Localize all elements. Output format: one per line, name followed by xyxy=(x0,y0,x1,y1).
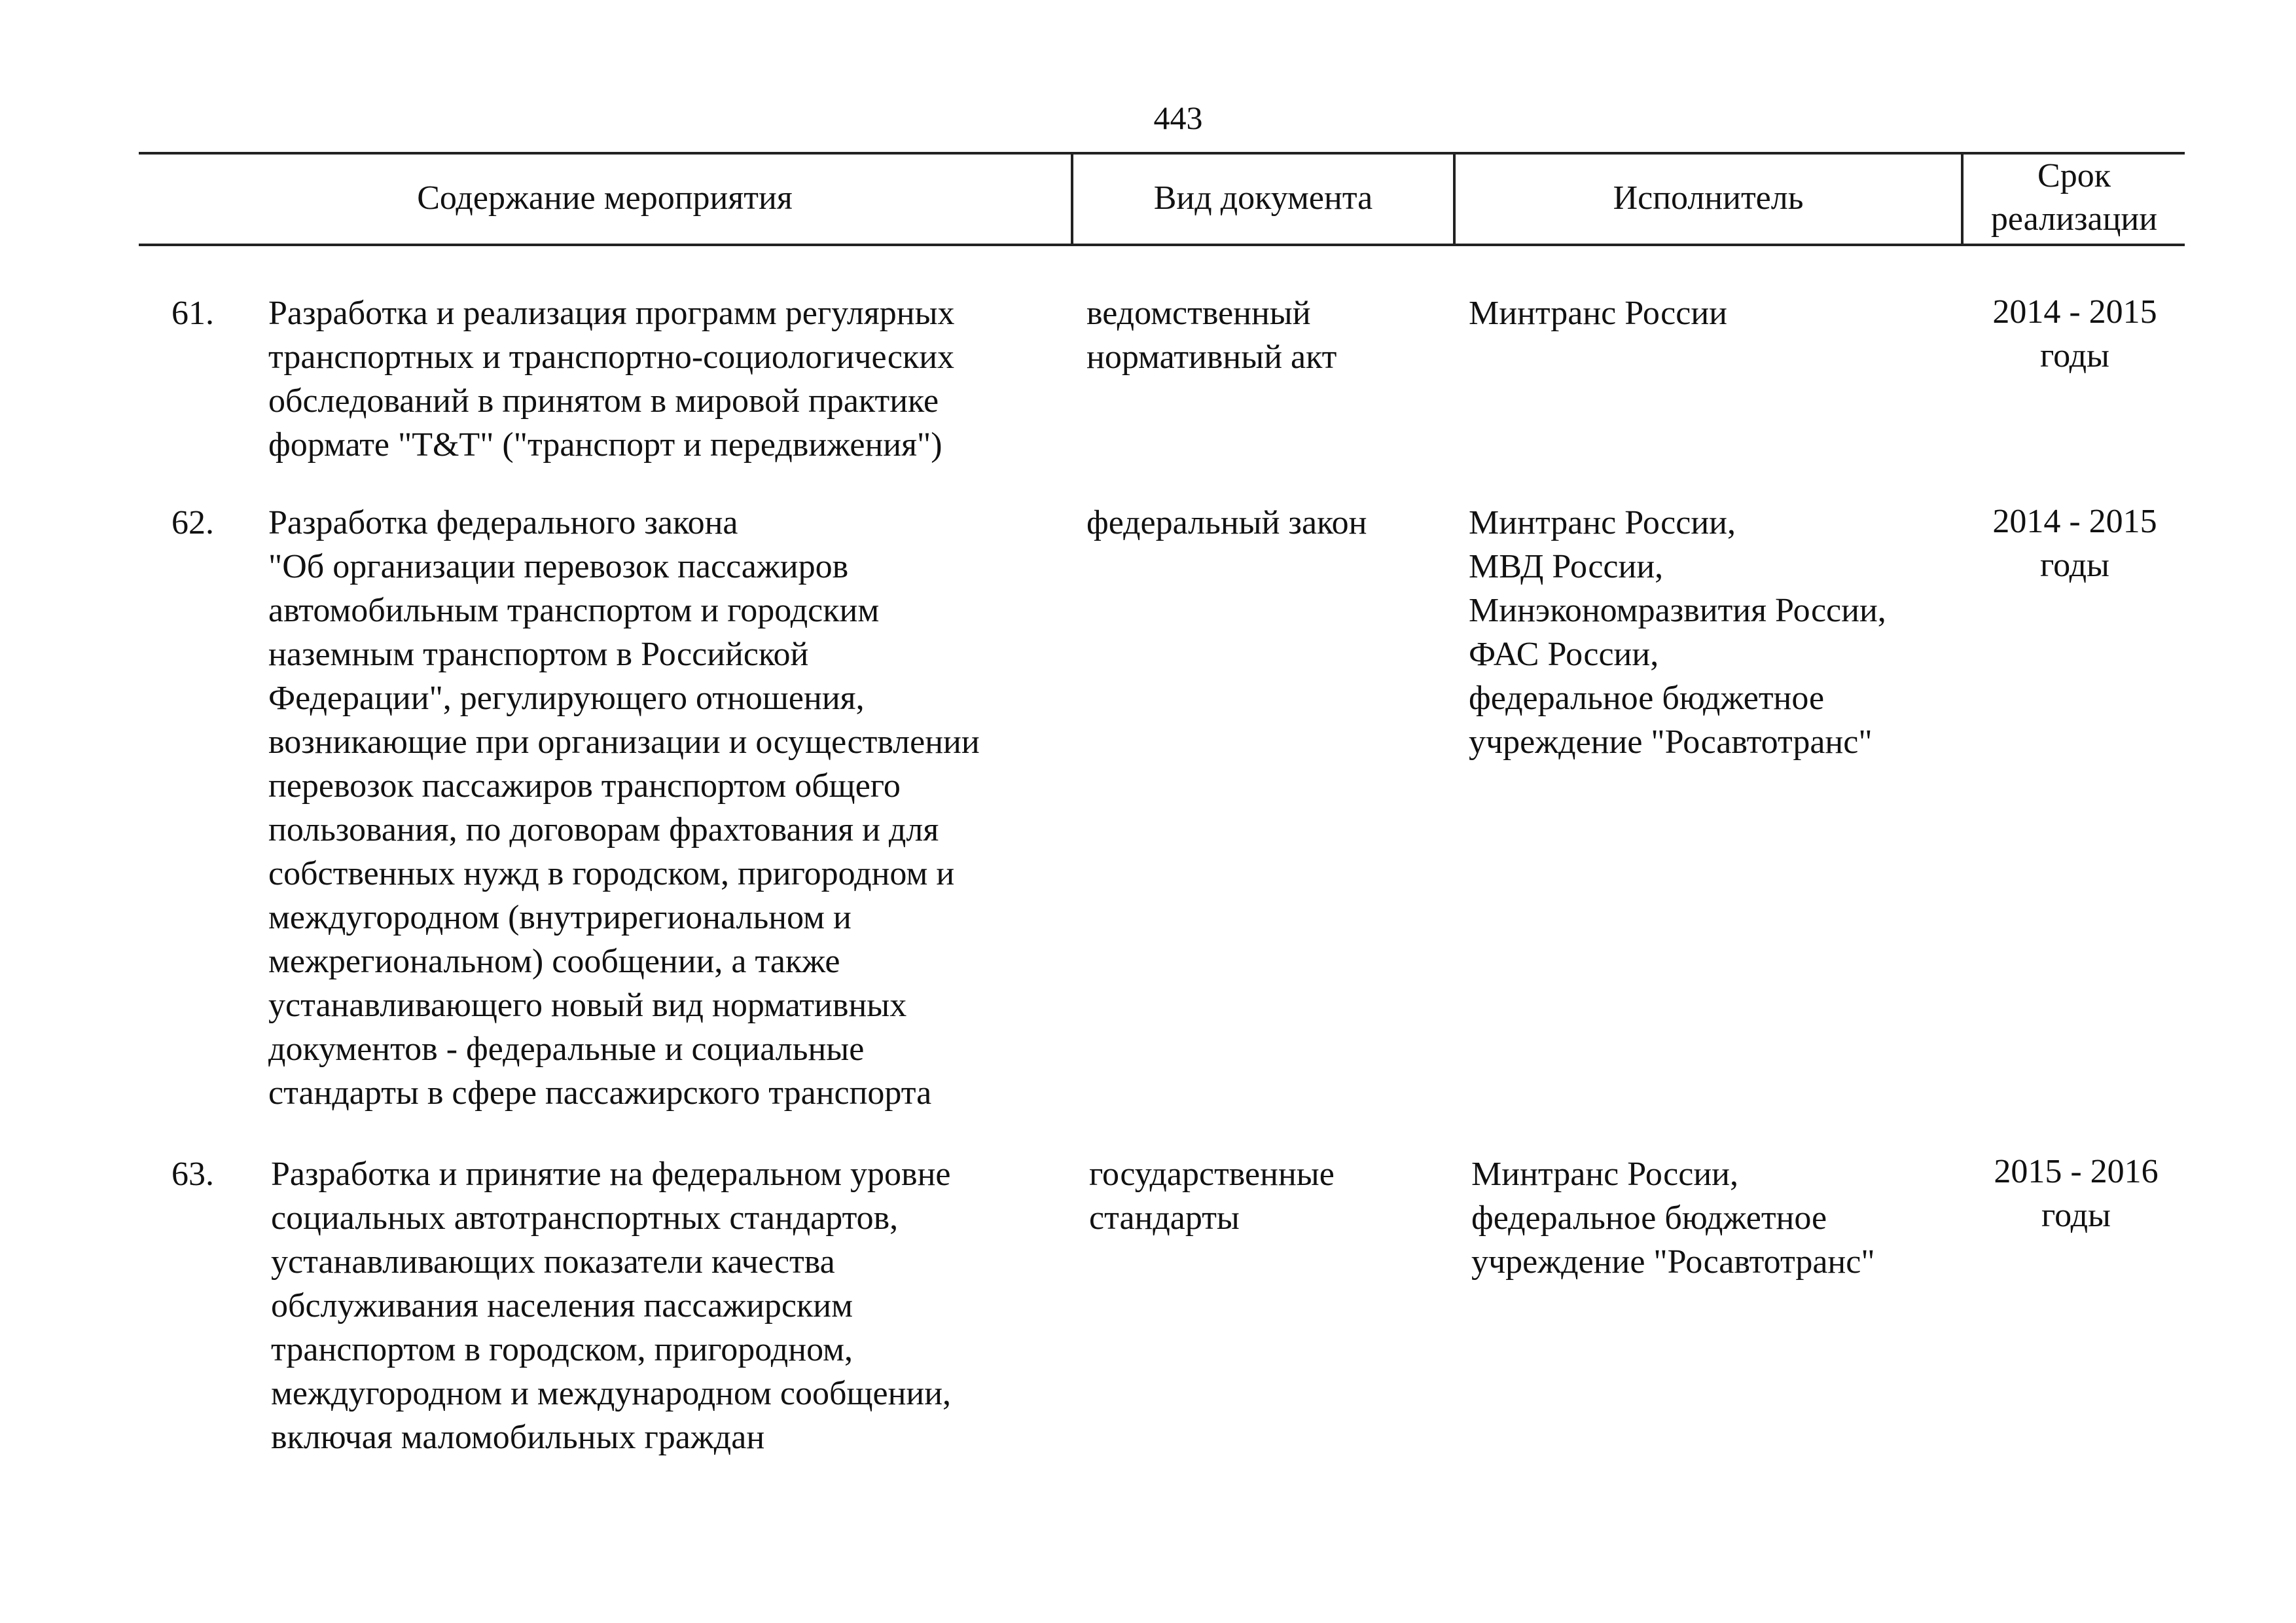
row-doc-type: ведомственный нормативный акт xyxy=(1086,295,1337,376)
row-period: 2014 - 2015 годы xyxy=(1992,503,2157,584)
row-content: Разработка и принятие на федеральном уровне социальных автотранспортных стандартов, устанавливающих показатели качества обслуживания населения пассажирским транспортом в городском, пригородном, междугородном и международном сообщении, включая маломобильных граждан xyxy=(271,1156,952,1456)
page-number: 443 xyxy=(1153,100,1203,136)
row-executor: Минтранс России, федеральное бюджетное учреждение "Росавтотранс" xyxy=(1471,1156,1875,1281)
row-executor: Минтранс России, МВД России, Минэкономразвития России, ФАС России, федеральное бюджетное учреждение "Росавтотранс" xyxy=(1469,504,1886,761)
header-top-rule xyxy=(139,152,2185,155)
header-bottom-rule xyxy=(139,244,2185,246)
header-period: Срок реализации xyxy=(1990,157,2158,238)
row-period: 2014 - 2015 годы xyxy=(1992,293,2157,374)
row-number: 62. xyxy=(171,504,214,541)
row-executor: Минтранс России xyxy=(1469,295,1727,332)
row-doc-type: государственные стандарты xyxy=(1089,1156,1335,1237)
row-period: 2015 - 2016 годы xyxy=(1994,1153,2159,1234)
row-doc-type: федеральный закон xyxy=(1086,504,1367,541)
row-number: 63. xyxy=(171,1156,214,1193)
row-content: Разработка федерального закона "Об организации перевозок пассажиров автомобильным транспортом и городским наземным транспортом в Российской Федерации", регулирующего отношения, возникающие при организации и осуществлении перевозок пассажиров транспортом общего пользования, по договорам фрахтования и для собственных нужд в городском, пригородном и междугородном (внутрирегиональном и межрегиональном) сообщении, а также устанавливающего новый вид нормативных документов - федеральные и социальные стандарты в сфере пассажирского транспорта xyxy=(268,504,980,1112)
header-content: Содержание мероприятия xyxy=(417,179,793,217)
row-number: 61. xyxy=(171,295,214,332)
row-content: Разработка и реализация программ регулярных транспортных и транспортно-социологических обследований в принятом в мировой практике формате "Т&Т" ("транспорт и передвижения") xyxy=(268,295,955,464)
header-executor: Исполнитель xyxy=(1613,179,1804,217)
header-doc-type: Вид документа xyxy=(1153,179,1373,217)
